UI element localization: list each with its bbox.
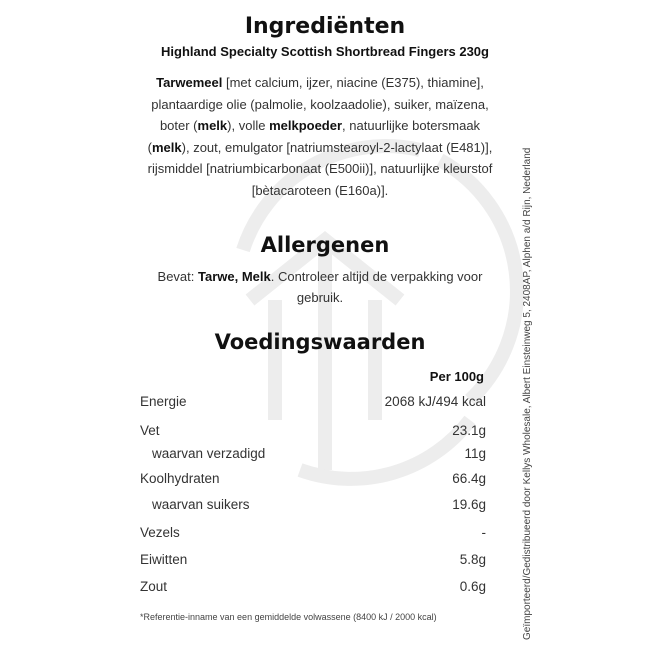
importer-note: Geïmporteerd/Gedistribueerd door Kellys Wholesale, Albert Einsteinweg 5, 2408AP, Alphen a/d Rijn, Nederland xyxy=(522,147,533,640)
nutrition-value: 5.8g xyxy=(459,552,486,567)
product-name: Highland Specialty Scottish Shortbread Fingers 230g xyxy=(161,44,489,59)
reference-footnote: *Referentie-inname van een gemiddelde volwassene (8400 kJ / 2000 kcal) xyxy=(140,612,437,622)
ingredient-text: ), volle xyxy=(227,118,270,133)
ingredients-title: Ingrediënten xyxy=(244,14,406,39)
ingredient-text: Tarwemeel xyxy=(156,75,223,90)
nutrition-value: 19.6g xyxy=(452,497,486,512)
allergens-suffix: . Controleer altijd de verpakking voor gebruik. xyxy=(270,269,483,305)
nutrition-value: - xyxy=(481,525,486,540)
nutrition-label: Energie xyxy=(140,394,187,409)
nutrition-value: 2068 kJ/494 kcal xyxy=(384,394,486,409)
nutrition-label: waarvan verzadigd xyxy=(152,446,266,461)
nutrition-label: Eiwitten xyxy=(140,552,188,567)
allergens-title: Allergenen xyxy=(260,233,390,257)
ingredients-list xyxy=(140,72,500,201)
nutrition-column-header: Per 100g xyxy=(429,369,484,384)
nutrition-label: Koolhydraten xyxy=(140,471,220,486)
ingredient-text: melk xyxy=(197,118,228,133)
nutrition-label: Vet xyxy=(140,423,160,438)
nutrition-value: 11g xyxy=(464,446,486,461)
allergens-prefix: Bevat: xyxy=(157,269,198,284)
nutrition-label: Zout xyxy=(140,579,168,594)
nutrition-value: 0.6g xyxy=(459,579,486,594)
ingredient-text: ), zout, emulgator [natriumstearoyl-2-lactylaat (E481)], rijsmiddel [natriumbicarbonaat (E500ii)], natuurlijke kleurstof [bètacaroteen (E160a)]. xyxy=(147,139,493,198)
nutrition-label: Vezels xyxy=(140,525,180,540)
ingredient-text: [met calcium, ijzer, niacine (E375), thiamine], plantaardige olie (palmolie, koolzaadolie), suiker, maïzena, boter ( xyxy=(151,75,489,133)
nutrition-label: waarvan suikers xyxy=(152,497,250,512)
allergens-text xyxy=(140,266,500,308)
nutrition-value: 66.4g xyxy=(452,471,486,486)
ingredient-text: , natuurlijke botersmaak ( xyxy=(147,118,481,155)
nutrition-value: 23.1g xyxy=(452,423,486,438)
nutrition-title: Voedingswaarden xyxy=(214,330,426,354)
ingredient-text: melk xyxy=(152,139,182,155)
allergens-list: Tarwe, Melk xyxy=(198,269,271,284)
ingredient-text: melkpoeder xyxy=(269,118,343,133)
